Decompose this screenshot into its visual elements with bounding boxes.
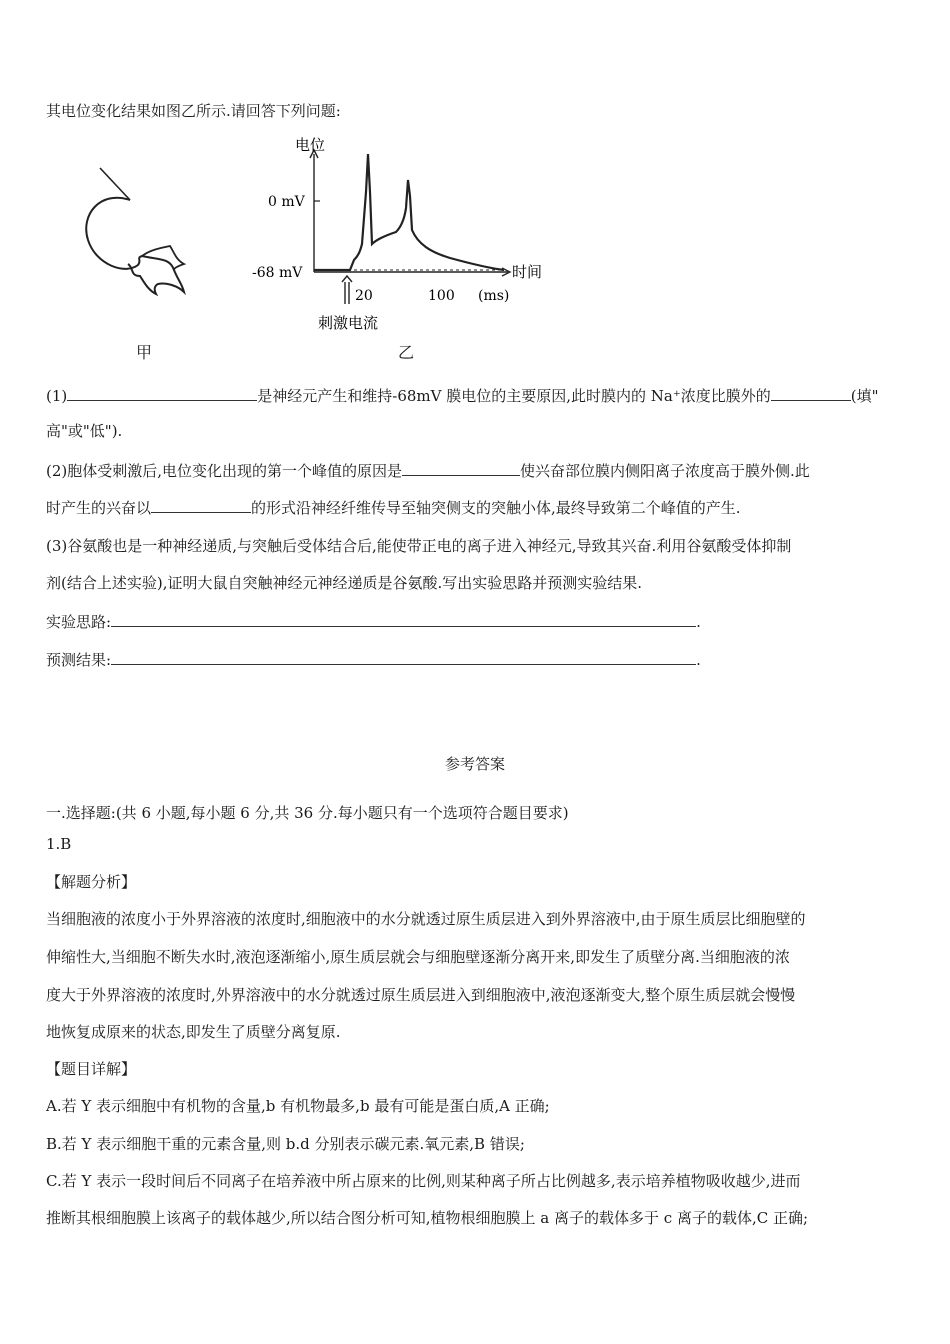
figure-label-yi: 乙	[398, 343, 415, 362]
question-3-line1: (3)谷氨酸也是一种神经递质,与突触后受体结合后,能使带正电的离子进入神经元,导致其兴奋.利用谷氨酸受体抑制	[46, 537, 792, 555]
y-tick-neg68mv: -68 mV	[252, 265, 303, 281]
stimulus-arrow	[342, 276, 352, 304]
neuron-figure	[70, 160, 200, 300]
answers-title: 参考答案	[444, 755, 505, 773]
intro-text: 其电位变化结果如图乙所示.请回答下列问题:	[46, 102, 341, 120]
detail-line: C.若 Y 表示一段时间后不同离子在培养液中所占原来的比例,则某种离子所占比例越多,表示培养植物吸收越少,进而	[46, 1172, 801, 1190]
analysis-line: 伸缩性大,当细胞不断失水时,液泡逐渐缩小,原生质层就会与细胞壁逐渐分离开来,即发生了质壁分离.当细胞液的浓	[46, 948, 790, 966]
q2-blank-1[interactable]	[402, 460, 520, 476]
q1-blank-1[interactable]	[67, 385, 257, 401]
potential-trace	[314, 154, 504, 270]
experiment-idea: 实验思路: .	[46, 613, 701, 631]
predicted-result: 预测结果: .	[46, 651, 701, 669]
q2-blank-2[interactable]	[151, 497, 251, 513]
question-1-line2: 高"或"低").	[46, 422, 123, 440]
x-axis-label: 时间	[512, 263, 543, 281]
y-axis-label: 电位	[295, 136, 326, 154]
x-unit: (ms)	[478, 288, 510, 304]
figure-label-jia: 甲	[136, 343, 153, 362]
q1-blank-2[interactable]	[771, 385, 851, 401]
y-tick-0mv: 0 mV	[268, 194, 305, 210]
question-2-line2: 时产生的兴奋以 的形式沿神经纤维传导至轴突侧支的突触小体,最终导致第二个峰值的产生.	[46, 499, 741, 517]
detail-line: B.若 Y 表示细胞干重的元素含量,则 b.d 分别表示碳元素.氧元素,B 错误;	[46, 1135, 525, 1153]
question-3-line2: 剂(结合上述实验),证明大鼠自突触神经元神经递质是谷氨酸.写出实验思路并预测实验结果.	[46, 574, 643, 592]
analysis-line: 当细胞液的浓度小于外界溶液的浓度时,细胞液中的水分就透过原生质层进入到外界溶液中,由于原生质层比细胞壁的	[46, 910, 806, 928]
section-1-heading: 一.选择题:(共 6 小题,每小题 6 分,共 36 分.每小题只有一个选项符合题目要求)	[46, 804, 569, 822]
predicted-result-blank[interactable]	[111, 649, 696, 665]
detail-heading: 【题目详解】	[46, 1060, 137, 1078]
potential-graph	[250, 132, 560, 337]
detail-line: 推断其根细胞膜上该离子的载体越少,所以结合图分析可知,植物根细胞膜上 a 离子的载体多于 c 离子的载体,C 正确;	[46, 1209, 809, 1227]
question-2: (2)胞体受刺激后,电位变化出现的第一个峰值的原因是 使兴奋部位膜内侧阳离子浓度高于膜外侧.此	[46, 462, 810, 480]
answer-1: 1.B	[46, 835, 72, 853]
stimulus-label: 刺激电流	[318, 314, 379, 332]
analysis-line: 地恢复成原来的状态,即发生了质壁分离复原.	[46, 1023, 341, 1041]
analysis-heading: 【解题分析】	[46, 873, 137, 891]
detail-line: A.若 Y 表示细胞中有机物的含量,b 有机物最多,b 最有可能是蛋白质,A 正确;	[46, 1097, 550, 1115]
analysis-line: 度大于外界溶液的浓度时,外界溶液中的水分就透过原生质层进入到细胞液中,液泡逐渐变大,整个原生质层就会慢慢	[46, 986, 796, 1004]
experiment-idea-blank[interactable]	[111, 611, 696, 627]
x-tick-100: 100	[428, 288, 455, 304]
question-1: (1) 是神经元产生和维持-68mV 膜电位的主要原因,此时膜内的 Na⁺浓度比膜外的 (填"	[46, 387, 879, 405]
x-tick-20: 20	[355, 288, 373, 304]
